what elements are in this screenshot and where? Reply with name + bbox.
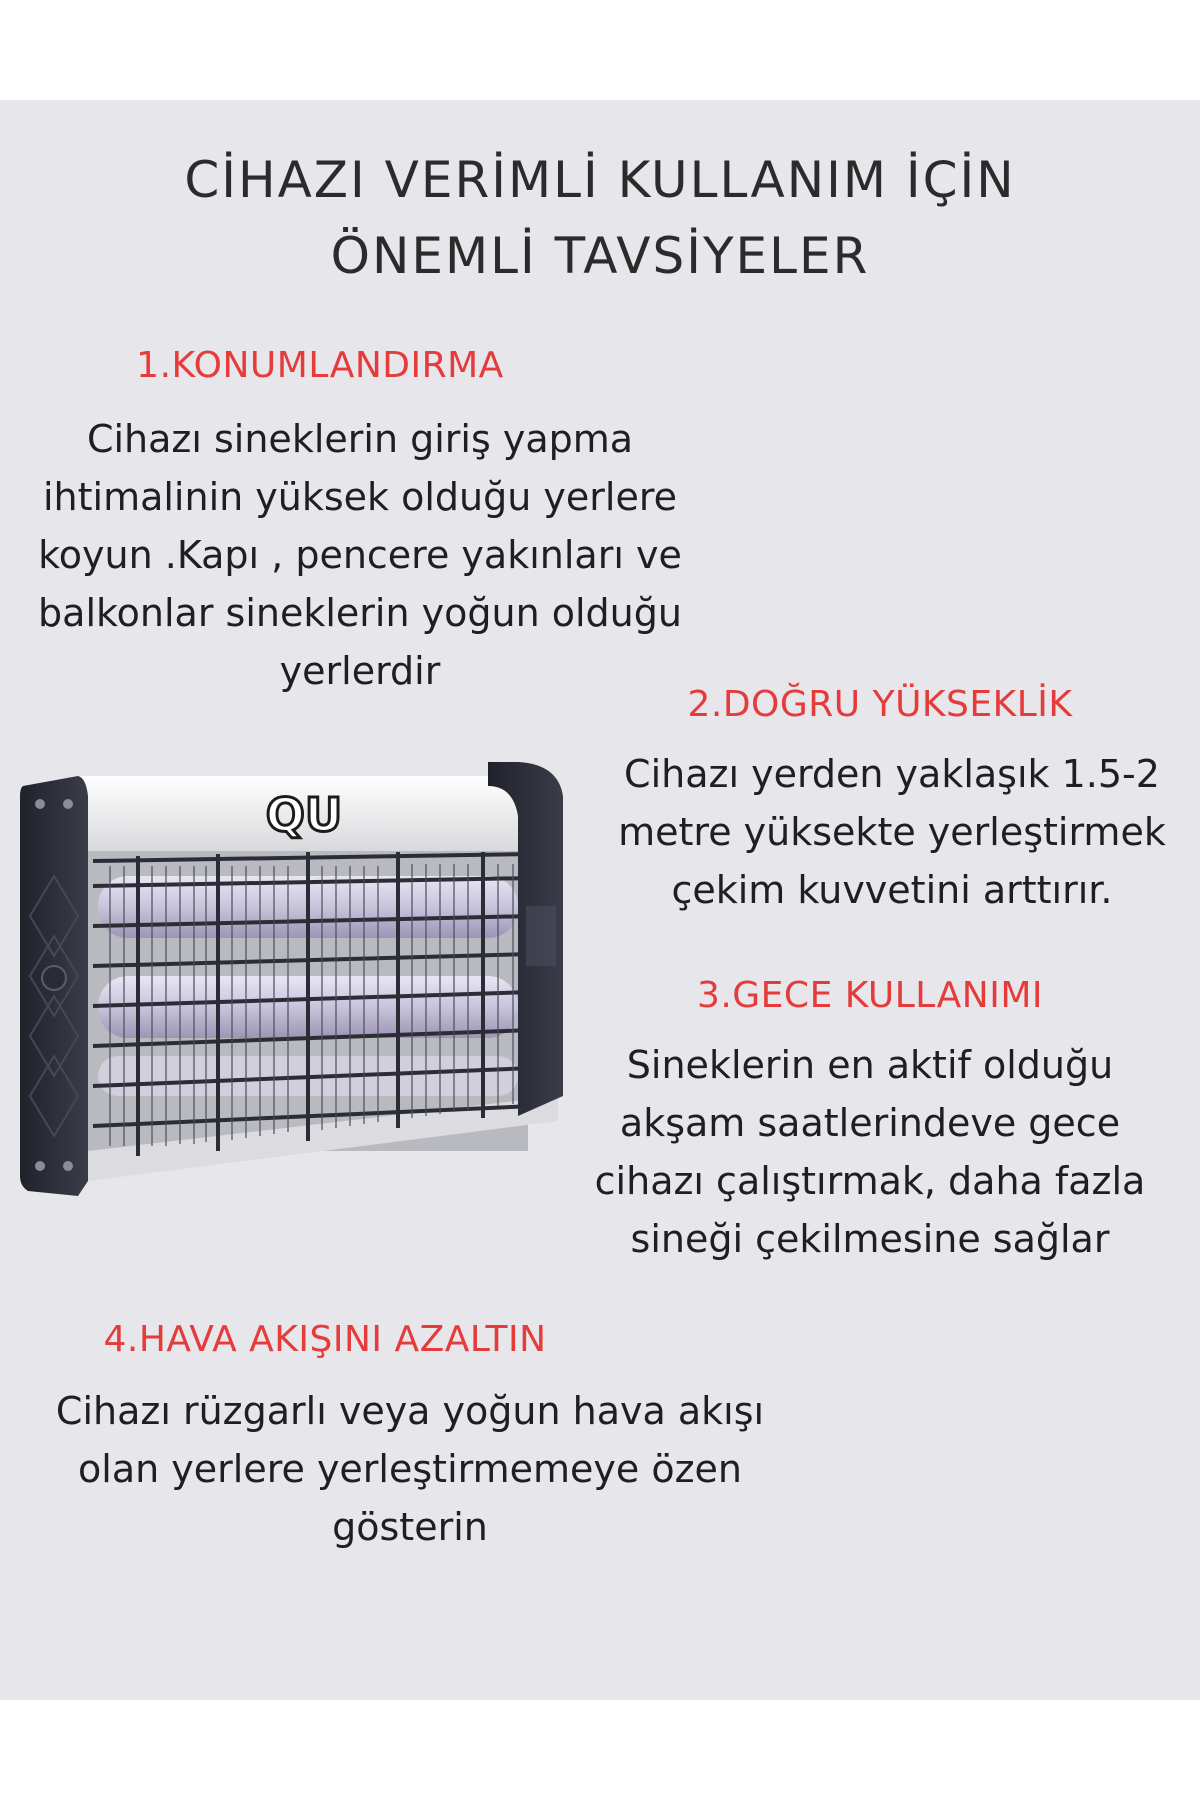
tip-1-body: Cihazı sineklerin giriş yapma ihtimalinin yüksek olduğu yerlere koyun .Kapı , pencere yakınları ve balkonlar sineklerin yoğun olduğu yerlerdir (38, 417, 682, 693)
tip-3-heading: 3.GECE KULLANIMI (696, 975, 1044, 1016)
tip-4-heading: 4.HAVA AKIŞINI AZALTIN (103, 1319, 547, 1360)
tip-1-heading: 1.KONUMLANDIRMA (136, 345, 504, 386)
svg-text:QU: QU (265, 788, 343, 842)
brand-logo (266, 788, 342, 842)
tip-2-body: Cihazı yerden yaklaşık 1.5-2 metre yüksekte yerleştirmek çekim kuvvetini arttırır. (618, 752, 1166, 912)
tip-4-body: Cihazı rüzgarlı veya yoğun hava akışı olan yerlere yerleştirmemeye özen gösterin (55, 1389, 765, 1549)
page-title-line-1: CİHAZI VERİMLİ KULLANIM İÇİN (184, 151, 1016, 209)
tip-3-body: Sineklerin en aktif olduğu akşam saatlerindeve gece cihazı çalıştırmak, daha fazla sineği çekilmesine sağlar (594, 1043, 1146, 1261)
tip-2-heading: 2.DOĞRU YÜKSEKLİK (687, 684, 1073, 725)
bug-zapper-device-icon (18, 756, 578, 1226)
page-title-line-2: ÖNEMLİ TAVSİYELER (330, 227, 870, 285)
